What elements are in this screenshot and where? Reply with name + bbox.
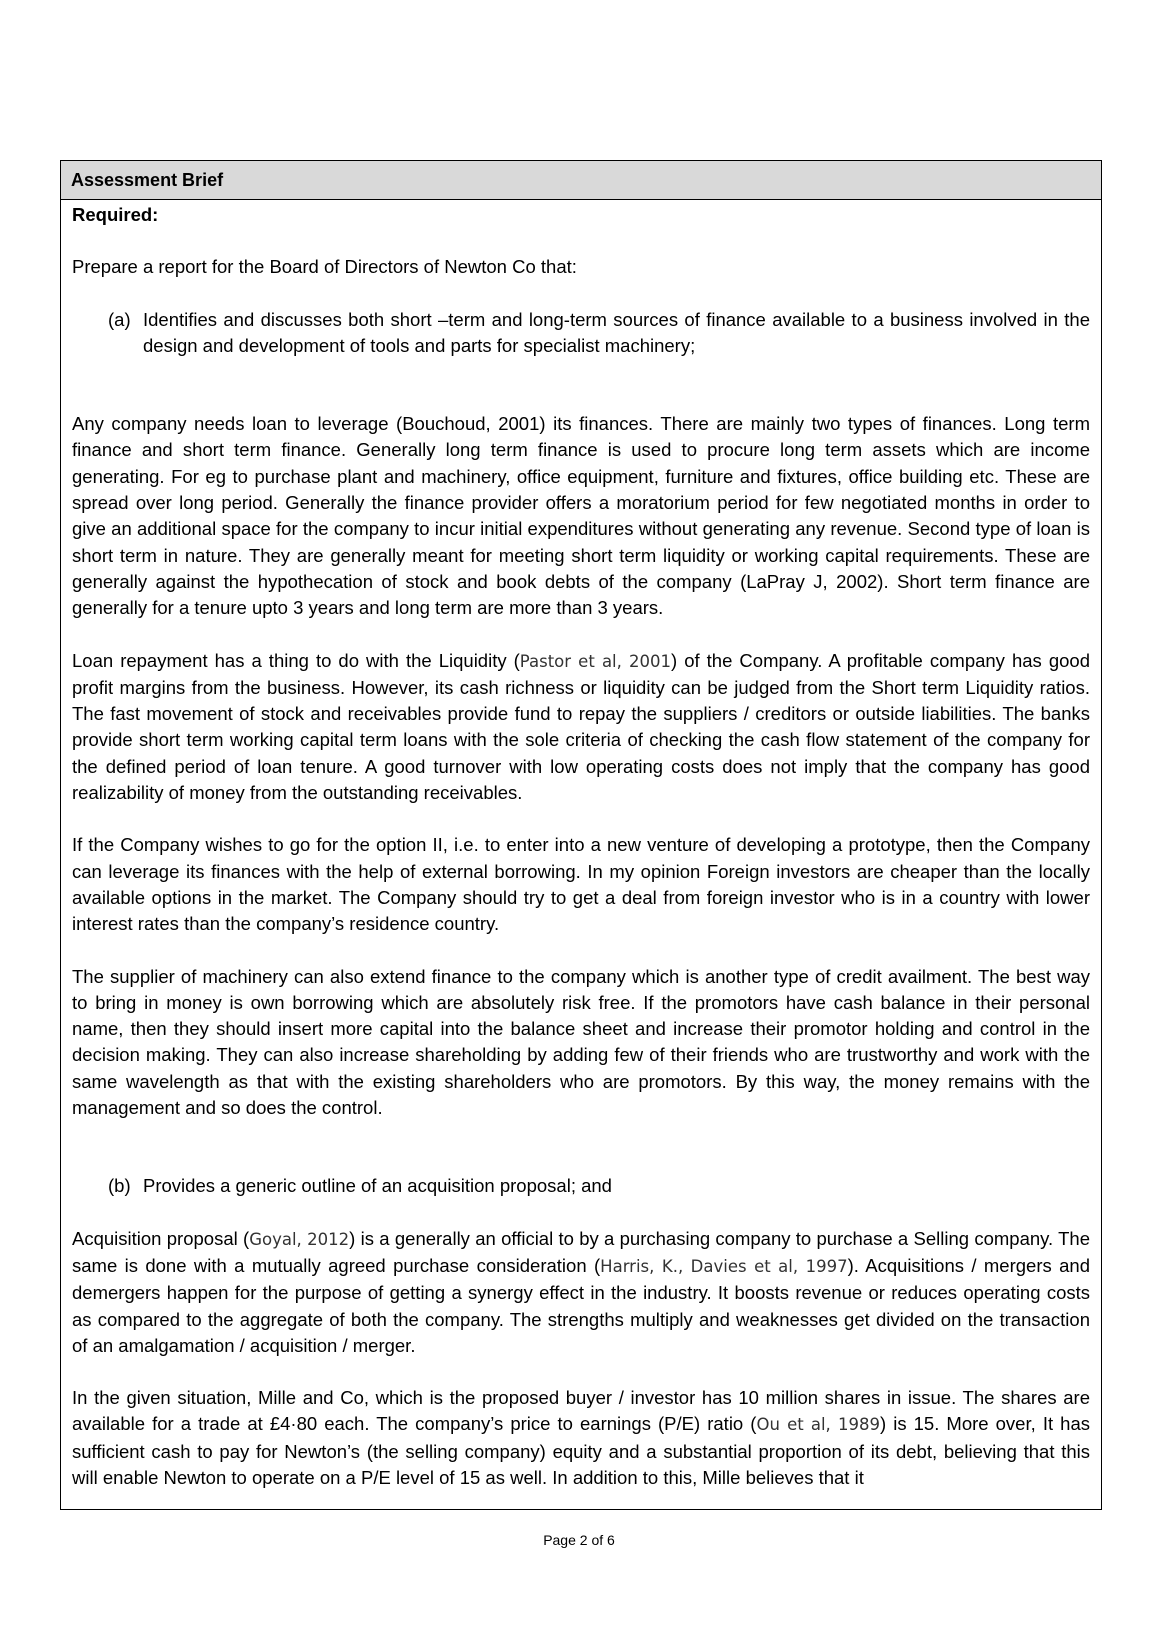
item-a	[72, 307, 1090, 360]
paragraph-loan-repayment	[72, 648, 1090, 807]
item-b-label: (b)	[108, 1175, 131, 1197]
para5-text-c: ). Acquisitions / mergers and demergers happen for the purpose of getting a synergy effect in the industry. It boosts revenue or reduces operating costs as compared to the aggregate of both the company. The strengths multiply and weaknesses get divided on the transaction of an amalgamation / acquisition / merger.	[72, 1254, 1090, 1356]
para5-text-b: ) is a generally an official to by a purchasing company to purchase a Selling company. The same is done with a mutually agreed purchase consideration (	[72, 1227, 1090, 1276]
paragraph-mille-situation	[72, 1385, 1090, 1491]
paragraph-supplier-finance: The supplier of machinery can also extend finance to the company which is another type of credit availment. The best way to bring in money is own borrowing which are absolutely risk free. If the promotors have cash balance in their personal name, then they should insert more capital into the balance sheet and increase their promotor holding and control in the decision making. They can also increase shareholding by adding few of their friends who are trustworthy and work with the same wavelength as that with the existing shareholders who are promotors. By this way, the money remains with the management and so does the control.	[72, 965, 1090, 1119]
citation-goyal: Goyal, 2012	[249, 1229, 350, 1249]
page-number: Page 2 of 6	[543, 1532, 615, 1548]
brief-body	[61, 202, 1101, 1491]
item-a-text: Identifies and discusses both short –term and long-term sources of finance available to a business involved in the design and development of tools and parts for specialist machinery;	[143, 308, 1090, 356]
citation-pastor: Pastor et al, 2001	[519, 651, 672, 671]
para2-text-b: ) of the Company. A profitable company has good profit margins from the business. However, its cash richness or liquidity can be judged from the Short term Liquidity ratios. The fast movement of stock and receivables provide fund to repay the suppliers / creditors or outside liabilities. The banks provide short term working capital term loans with the sole criteria of checking the cash flow statement of the company for the defined period of loan tenure. A good turnover with low operating costs does not imply that the company has good realizability of money from the outstanding receivables.	[72, 649, 1090, 804]
para5-text-a: Acquisition proposal (	[72, 1227, 250, 1249]
paragraph-acquisition-proposal	[72, 1226, 1090, 1359]
citation-ou: Ou et al, 1989	[756, 1415, 880, 1435]
item-b-text: Provides a generic outline of an acquisition proposal; and	[143, 1175, 612, 1197]
intro-text: Prepare a report for the Board of Directors of Newton Co that:	[72, 256, 577, 278]
paragraph-option-two: If the Company wishes to go for the option II, i.e. to enter into a new venture of developing a prototype, then the Company can leverage its finances with the help of external borrowing. In my opinion Foreign investors are cheaper than the locally available options in the market. The Company should try to get a deal from foreign investor who is in a country with lower interest rates than the company’s residence country.	[72, 834, 1090, 935]
item-a-label: (a)	[108, 308, 131, 330]
item-b	[72, 1173, 1090, 1199]
citation-harris: Harris, K., Davies et al, 1997	[600, 1256, 848, 1276]
para6-text-a: In the given situation, Mille and Co, which is the proposed buyer / investor has 10 million shares in issue. The shares are available for a trade at £4·80 each. The company’s price to earnings (P/E) ratio (	[72, 1387, 1090, 1435]
para2-text-a: Loan repayment has a thing to do with the Liquidity (	[72, 649, 520, 671]
assessment-brief-box	[60, 160, 1102, 1510]
required-heading: Required:	[72, 204, 159, 225]
brief-title: Assessment Brief	[61, 161, 1101, 200]
paragraph-finance-types: Any company needs loan to leverage (Bouchoud, 2001) its finances. There are mainly two types of finances. Long term finance and short term finance. Generally long term finance is used to procure long term assets which are income generating. For eg to purchase plant and machinery, office equipment, furniture and fixtures, office building etc. These are spread over long period. Generally the finance provider offers a moratorium period for few negotiated months in order to give an additional space for the company to incur initial expenditures without generating any revenue. Second type of loan is short term in nature. They are generally meant for meeting short term liquidity or working capital requirements. These are generally against the hypothecation of stock and book debts of the company (LaPray J, 2002). Short term finance are generally for a tenure upto 3 years and long term are more than 3 years.	[72, 413, 1090, 619]
para6-text-b: ) is 15. More over, It has sufficient cash to pay for Newton’s (the selling company) equity and a substantial proportion of its debt, believing that this will enable Newton to operate on a P/E level of 15 as well. In addition to this, Mille believes that it	[72, 1413, 1090, 1488]
